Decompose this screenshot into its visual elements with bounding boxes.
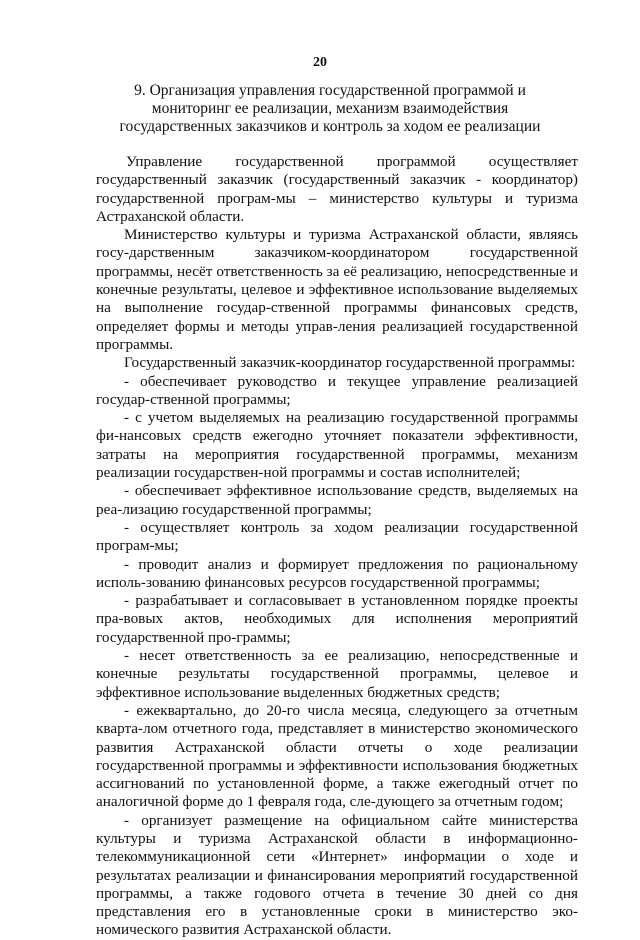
page-number: 20 <box>313 55 327 70</box>
list-item: - обеспечивает эффективное использование средств, выделяемых на реа-лизацию государственной программы; <box>96 482 578 518</box>
section-heading: 9. Организация управления государственной программой и мониторинг ее реализации, механизм взаимодействия государственных заказчиков и контроль за ходом ее реализации <box>119 82 541 135</box>
paragraph: Министерство культуры и туризма Астраханской области, являясь госу-дарственным заказчиком-координатором государственной программы, несёт ответственность за её реализацию, непосредственные и конечные результаты, целевое и эффективное использование выделяемых на выполнение государ-ственной программы финансовых средств, определяет формы и методы управ-ления реализацией государственной программы. <box>96 226 578 353</box>
list-item: - разрабатывает и согласовывает в установленном порядке проекты пра-вовых актов, необходимых для исполнения мероприятий государственной про-граммы; <box>96 592 578 646</box>
body-text <box>96 153 578 940</box>
list-item: - организует размещение на официальном сайте министерства культуры и туризма Астраханской области в информационно-телекоммуникационной сети «Интернет» информации о ходе и результатах реализации и финансирования мероприятий государственной программы, а также годового отчета в течение 30 дней со дня представления его в установленные сроки в министерство эко-номического развития Астраханской области. <box>96 811 578 939</box>
paragraph: Управление государственной программой осуществляет государственный заказчик (государственный заказчик - координатор) государственной програм-мы – министерство культуры и туризма Астраханской области. <box>96 153 578 225</box>
list-item: - обеспечивает руководство и текущее управление реализацией государ-ственной программы; <box>96 372 578 408</box>
list-item: - проводит анализ и формирует предложения по рациональному исполь-зованию финансовых ресурсов государственной программы; <box>96 555 578 591</box>
list-item: - с учетом выделяемых на реализацию государственной программы фи-нансовых средств ежегодно уточняет показатели эффективности, затраты на мероприятия государственной программы, механизм реализации государствен-ной программы и состав исполнителей; <box>96 409 578 482</box>
list-item: - несет ответственность за ее реализацию, непосредственные и конечные результаты государственной программы, целевое и эффективное использование выделенных бюджетных средств; <box>96 647 578 701</box>
paragraph: Государственный заказчик-координатор государственной программы: <box>124 354 576 372</box>
list-item: - осуществляет контроль за ходом реализации государственной програм-мы; <box>96 518 578 555</box>
list-item: - ежеквартально, до 20-го числа месяца, следующего за отчетным кварта-лом отчетного года, представляет в министерство экономического развития Астраханской области отчеты о ходе реализации государственной программы и эффективности использования бюджетных ассигнований по установленной форме, а также ежегодный отчет по аналогичной форме до 1 февраля года, сле-дующего за отчетным годом; <box>96 701 578 811</box>
